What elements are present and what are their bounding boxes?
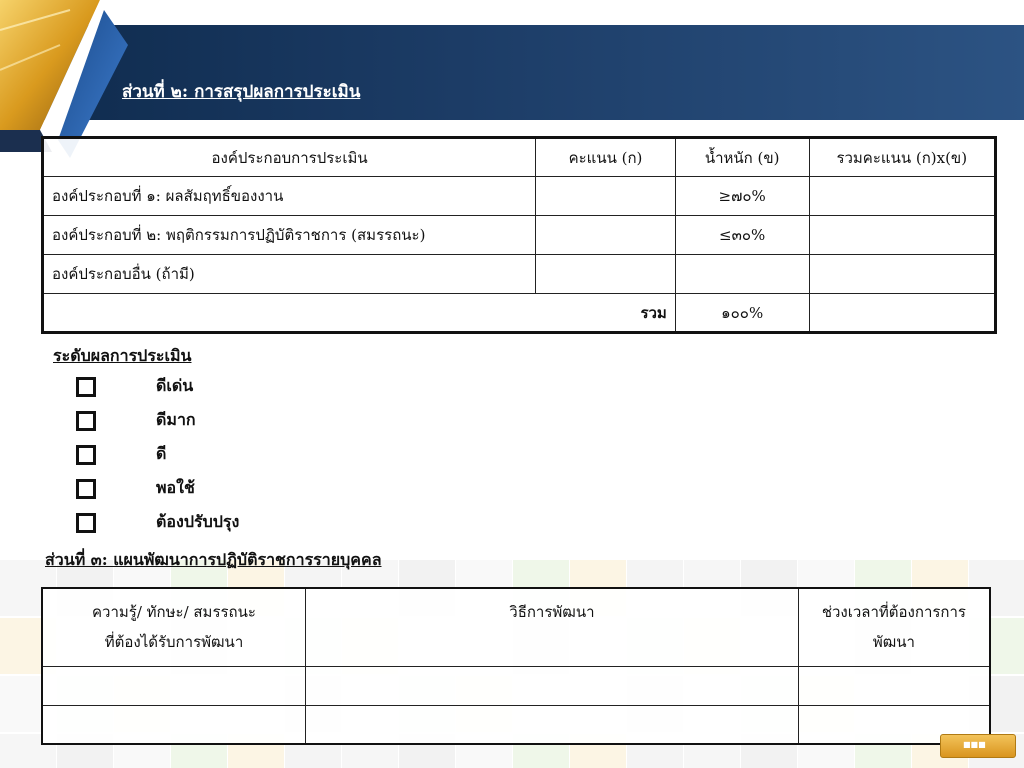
checkbox-icon[interactable] xyxy=(76,411,96,431)
method-cell[interactable] xyxy=(305,705,798,744)
page-title: ส่วนที่ ๒: การสรุปผลการประเมิน xyxy=(122,82,361,102)
header-score: คะแนน (ก) xyxy=(536,138,676,177)
rating-label: ดีมาก xyxy=(156,410,196,429)
score-cell[interactable] xyxy=(536,216,676,255)
weight-cell[interactable] xyxy=(675,255,809,294)
method-cell[interactable] xyxy=(305,666,798,705)
total-cell[interactable] xyxy=(809,216,996,255)
total-label: รวม xyxy=(43,294,676,333)
weight-cell: ≤๓๐% xyxy=(675,216,809,255)
rating-label: ดี xyxy=(156,444,167,463)
section3-title: ส่วนที่ ๓: แผนพัฒนาการปฏิบัติราชการรายบุคคล xyxy=(45,550,382,569)
competency-cell[interactable] xyxy=(42,705,305,744)
header-timeline xyxy=(798,588,990,666)
header-component: องค์ประกอบการประเมิน xyxy=(43,138,536,177)
table-row xyxy=(43,177,996,216)
header-total: รวมคะแนน (ก)x(ข) xyxy=(809,138,996,177)
checkbox-icon[interactable] xyxy=(76,377,96,397)
component-label: องค์ประกอบอื่น (ถ้ามี) xyxy=(43,255,536,294)
total-cell[interactable] xyxy=(809,255,996,294)
table-total-row xyxy=(43,294,996,333)
header-band xyxy=(0,25,1024,120)
rating-heading: ระดับผลการประเมิน xyxy=(53,346,192,365)
table-row xyxy=(43,216,996,255)
footer-logo xyxy=(940,734,1016,758)
rating-label: ต้องปรับปรุง xyxy=(156,512,240,531)
rating-label: ดีเด่น xyxy=(156,376,194,395)
header-weight: น้ำหนัก (ข) xyxy=(675,138,809,177)
weight-cell: ≥๗๐% xyxy=(675,177,809,216)
table-header-row xyxy=(43,138,996,177)
assessment-table xyxy=(41,136,997,334)
checkbox-icon[interactable] xyxy=(76,445,96,465)
score-cell[interactable] xyxy=(536,255,676,294)
table-row xyxy=(42,666,990,705)
header-line: พัฒนา xyxy=(872,633,915,651)
grand-total-cell[interactable] xyxy=(809,294,996,333)
checkbox-icon[interactable] xyxy=(76,479,96,499)
header-line: ช่วงเวลาที่ต้องการการ xyxy=(821,603,966,621)
score-cell[interactable] xyxy=(536,177,676,216)
header-competency xyxy=(42,588,305,666)
table-header-row xyxy=(42,588,990,666)
table-row xyxy=(42,705,990,744)
component-label: องค์ประกอบที่ ๑: ผลสัมฤทธิ์ของงาน xyxy=(43,177,536,216)
header-line: ความรู้/ ทักษะ/ สมรรถนะ xyxy=(92,603,256,621)
header-method xyxy=(305,588,798,666)
total-cell[interactable] xyxy=(809,177,996,216)
header-line: วิธีการพัฒนา xyxy=(509,603,595,621)
total-weight: ๑๐๐% xyxy=(675,294,809,333)
competency-cell[interactable] xyxy=(42,666,305,705)
header-line: ที่ต้องได้รับการพัฒนา xyxy=(104,633,244,651)
timeline-cell[interactable] xyxy=(798,666,990,705)
table-row xyxy=(43,255,996,294)
component-label: องค์ประกอบที่ ๒: พฤติกรรมการปฏิบัติราชการ (สมรรถนะ) xyxy=(43,216,536,255)
rating-label: พอใช้ xyxy=(156,478,195,497)
logo-mark: ■■■ xyxy=(963,740,986,749)
development-plan-table xyxy=(41,587,991,745)
checkbox-icon[interactable] xyxy=(76,513,96,533)
